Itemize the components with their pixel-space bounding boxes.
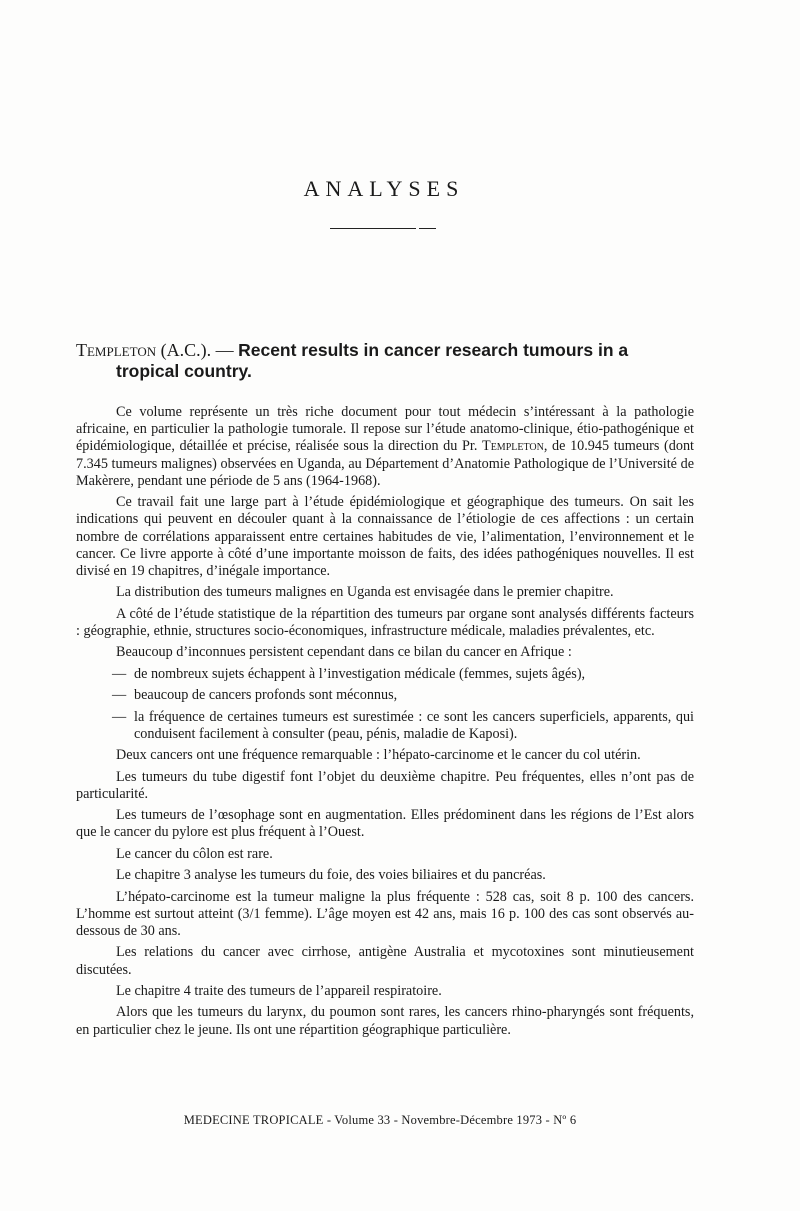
dash-list-item: — de nombreux sujets échappent à l’investigation médicale (femmes, sujets âgés),	[112, 665, 586, 682]
paragraph: Les tumeurs du tube digestif font l’objet du deuxième chapitre. Peu fréquentes, elles n’ont pas de particularité.	[76, 768, 694, 802]
article-header	[76, 340, 716, 382]
paragraph: Les relations du cancer avec cirrhose, antigène Australia et mycotoxines sont minutieusement discutées.	[76, 944, 694, 978]
paragraph: Les tumeurs de l’œsophage sont en augmentation. Elles prédominent dans les régions de l’Est alors que le cancer du pylore est plus fréquent à l’Ouest.	[76, 807, 694, 841]
title-rule-short	[419, 228, 436, 229]
paragraph: La distribution des tumeurs malignes en Uganda est envisagée dans le premier chapitre.	[116, 584, 614, 601]
dash-list-item: — beaucoup de cancers profonds sont méconnus,	[112, 687, 398, 704]
page-footer: MEDECINE TROPICALE - Volume 33 - Novembre-Décembre 1973 - Nº 6	[183, 1113, 577, 1127]
article-author: Templeton	[76, 340, 157, 360]
dash-list-item: — la fréquence de certaines tumeurs est surestimée : ce sont les cancers superficiels, apparents, qui conduisent facilement à consulter (peau, pénis, maladie de Kaposi).	[112, 708, 694, 742]
dash-bullet: —	[112, 665, 127, 682]
paragraph: Deux cancers ont une fréquence remarquable : l’hépato-carcinome et le cancer du col utérin.	[116, 747, 641, 764]
article-title: Recent results in cancer research tumours in a	[238, 340, 629, 360]
paragraph: L’hépato-carcinome est la tumeur maligne la plus fréquente : 528 cas, soit 8 p. 100 des cancers. L’homme est surtout atteint (3/1 femme). L’âge moyen est 42 ans, mais 16 p. 100 des cas sont observés au-dessous de 30 ans.	[76, 888, 694, 939]
paragraph: Le chapitre 4 traite des tumeurs de l’appareil respiratoire.	[116, 982, 442, 999]
paragraph: Ce volume représente un très riche document pour tout médecin s’intéressant à la pathologie africaine, en particulier la pathologie tumorale. Il repose sur l’étude anatomo-clinique, étio-pathogénique et épidémiologique, détaillée et précise, réalisée sous la direction du Pr. Templeton, de 10.945 tumeurs (dont 7.345 tumeurs malignes) observées en Uganda, au Département d’Anatomie Pathologique de l’Université de Makèrere, pendant une période de 5 ans (1964-1968).	[76, 404, 695, 489]
paragraph: Beaucoup d’inconnues persistent cependant dans ce bilan du cancer en Afrique :	[116, 644, 572, 661]
article-author-initials: (A.C.). —	[156, 340, 239, 360]
paragraph: Ce travail fait une large part à l’étude épidémiologique et géographique des tumeurs. On sait les indications qui peuvent en découler quant à la connaissance de l’étiologie de ces affections : un certain nombre de corrélations apparaissent entre certaines habitudes de vie, l’alimentation, l’environnement et le cancer. Ce livre apporte à côté d’une importante moisson de faits, des idées pathogéniques nouvelles. Il est divisé en 19 chapitres, d’inégale importance.	[76, 494, 694, 580]
paragraph: A côté de l’étude statistique de la répartition des tumeurs par organe sont analysés différents facteurs : géographie, ethnie, structures socio-économiques, infrastructure médicale, maladies prévalentes, etc.	[76, 605, 694, 639]
dash-bullet: —	[112, 687, 127, 704]
article-title-continued: tropical country.	[116, 361, 252, 381]
section-title: ANALYSES	[303, 176, 465, 201]
paragraph: Alors que les tumeurs du larynx, du poumon sont rares, les cancers rhino-pharyngés sont fréquents, en particulier chez le jeune. Ils ont une répartition géographique particulière.	[76, 1004, 694, 1038]
paragraph: Le cancer du côlon est rare.	[116, 845, 273, 862]
paragraph: Le chapitre 3 analyse les tumeurs du foie, des voies biliaires et du pancréas.	[116, 867, 546, 884]
title-rule-long	[330, 228, 416, 229]
dash-bullet: —	[112, 708, 127, 725]
author-name-inline: Templeton	[482, 438, 544, 455]
article-body	[76, 404, 694, 1043]
